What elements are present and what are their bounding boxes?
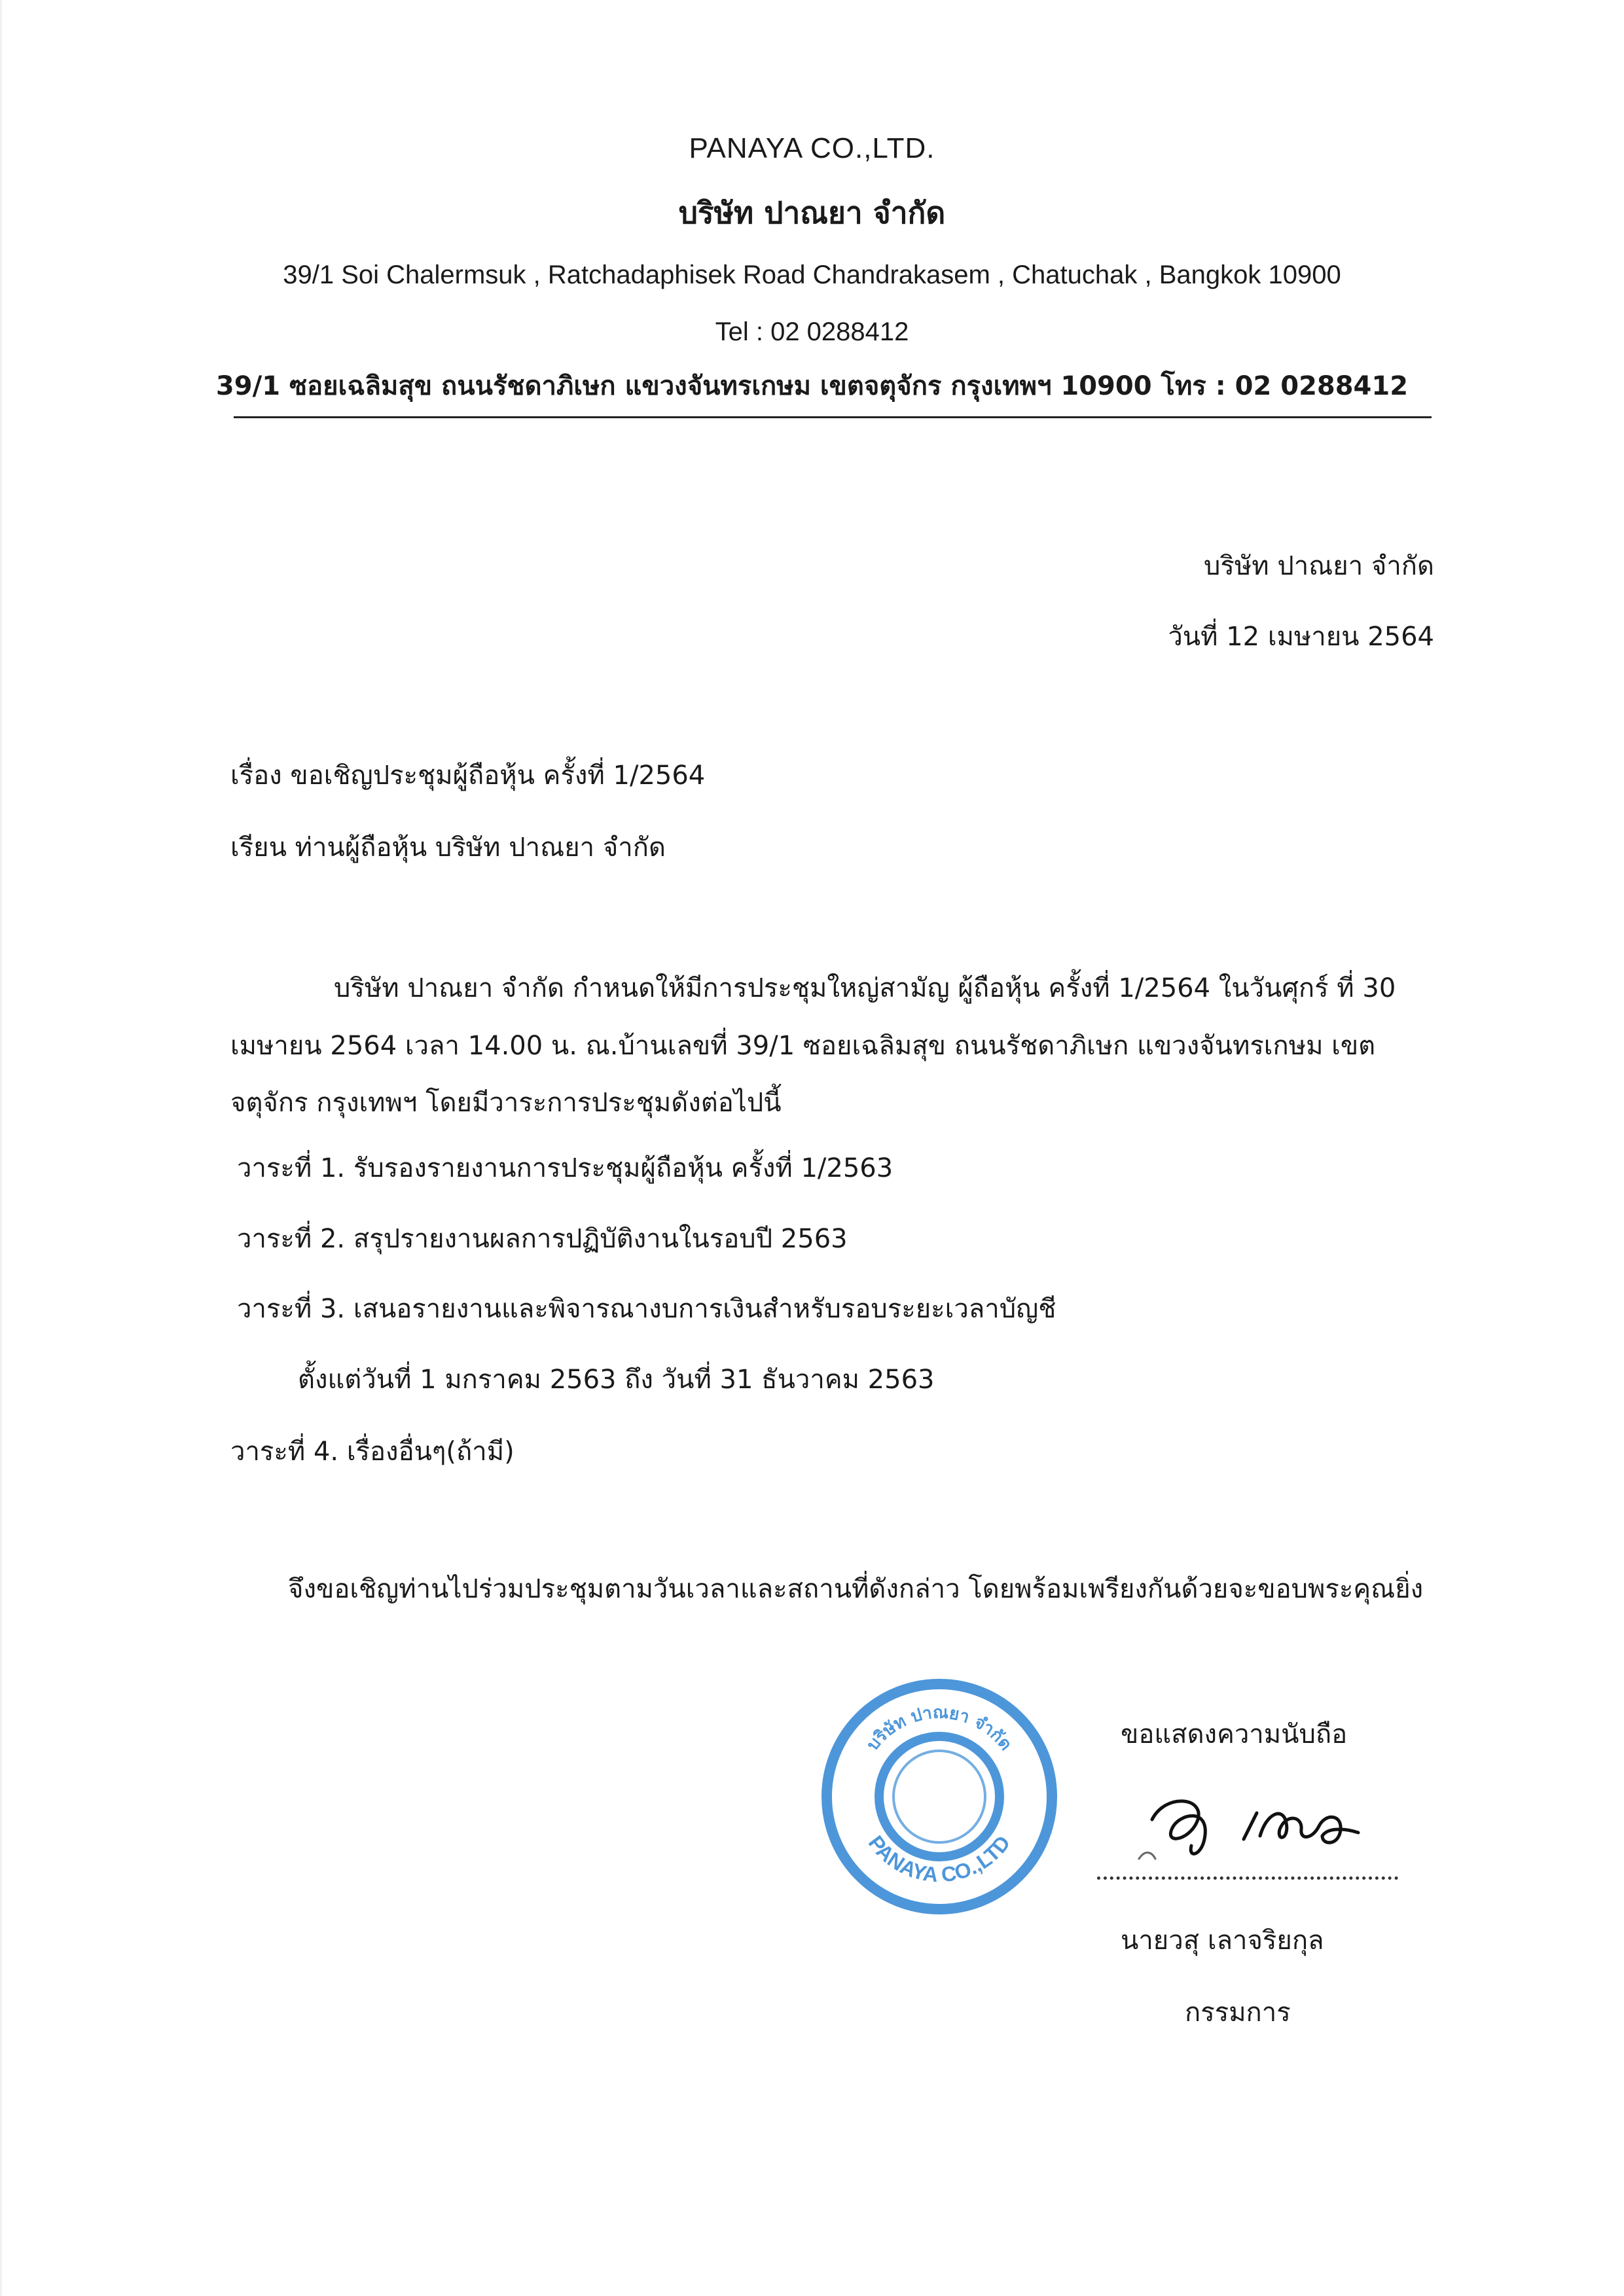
closing-paragraph: จึงขอเชิญท่านไปร่วมประชุมตามวันเวลาและสถานที่ดังกล่าว โดยพร้อมเพรียงกันด้วยจะขอบพระคุณยิ่ง — [288, 1574, 1424, 1604]
company-name-en: PANAYA CO.,LTD. — [689, 132, 935, 164]
company-stamp — [815, 1672, 1064, 1921]
header-divider — [234, 416, 1432, 418]
body-line-1: บริษัท ปาณยา จำกัด กำหนดให้มีการประชุมใหญ่สามัญ ผู้ถือหุ้น ครั้งที่ 1/2564 ในวันศุกร์ ที่ 30 — [334, 973, 1396, 1003]
company-name-th: บริษัท ปาณยา จำกัด — [678, 195, 946, 230]
address-en: 39/1 Soi Chalermsuk , Ratchadaphisek Road Chandrakasem , Chatuchak , Bangkok 10900 — [283, 260, 1341, 289]
signatory-title: กรรมการ — [1185, 1998, 1291, 2028]
body-line-2: เมษายน 2564 เวลา 14.00 น. ณ.บ้านเลขที่ 39/1 ซอยเฉลิมสุข ถนนรัชดาภิเษก แขวงจันทรเกษม เขต — [230, 1031, 1376, 1061]
body-line-3: จตุจักร กรุงเทพฯ โดยมีวาระการประชุมดังต่อไปนี้ — [230, 1088, 782, 1118]
agenda-item-3: วาระที่ 3. เสนอรายงานและพิจารณางบการเงินสำหรับรอบระยะเวลาบัญชี — [237, 1294, 1056, 1324]
sender-company: บริษัท ปาณยา จำกัด — [1204, 551, 1434, 581]
handwritten-signature — [1126, 1767, 1375, 1872]
signature-closing: ขอแสดงความนับถือ — [1121, 1719, 1348, 1749]
telephone: Tel : 02 0288412 — [715, 317, 909, 346]
signatory-name: นายวสุ เลาจริยกุล — [1121, 1926, 1324, 1956]
stamp-text-bottom: PANAYA CO.,LTD — [863, 1831, 1015, 1887]
stamp-text-top: บริษัท ปาณยา จำกัด — [863, 1702, 1016, 1755]
subject-line: เรื่อง ขอเชิญประชุมผู้ถือหุ้น ครั้งที่ 1/2564 — [230, 761, 706, 791]
address-th: 39/1 ซอยเฉลิมสุข ถนนรัชดาภิเษก แขวงจันทรเกษม เขตจตุจักร กรุงเทพฯ 10900 โทร : 02 0288412 — [215, 371, 1409, 401]
signature-line — [1097, 1876, 1398, 1880]
agenda-item-2: วาระที่ 2. สรุปรายงานผลการปฏิบัติงานในรอบปี 2563 — [237, 1224, 848, 1254]
agenda-item-4: วาระที่ 4. เรื่องอื่นๆ(ถ้ามี) — [230, 1437, 514, 1467]
agenda-item-3-period: ตั้งแต่วันที่ 1 มกราคม 2563 ถึง วันที่ 31 ธันวาคม 2563 — [298, 1365, 935, 1395]
agenda-item-1: วาระที่ 1. รับรองรายงานการประชุมผู้ถือหุ้น ครั้งที่ 1/2563 — [237, 1153, 893, 1183]
letter-date: วันที่ 12 เมษายน 2564 — [1168, 622, 1434, 652]
recipient-line: เรียน ท่านผู้ถือหุ้น บริษัท ปาณยา จำกัด — [230, 833, 666, 863]
